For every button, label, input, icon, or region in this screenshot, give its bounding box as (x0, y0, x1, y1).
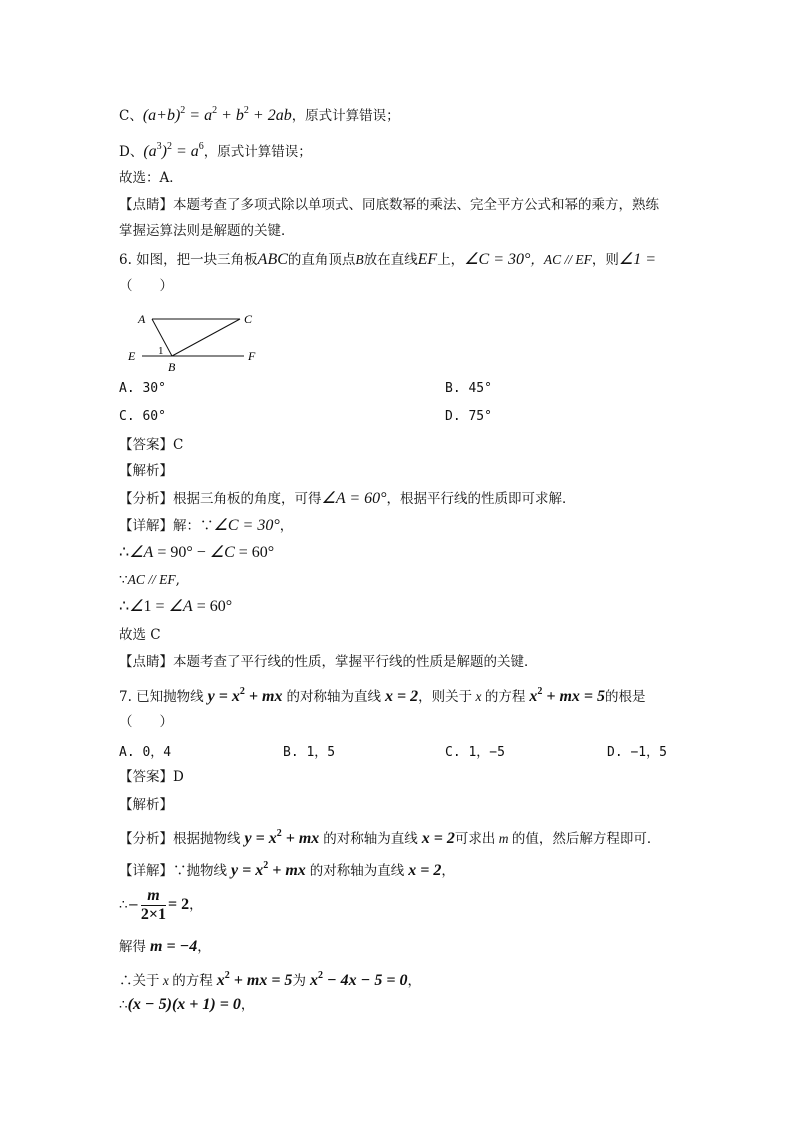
to-word: 为 (292, 973, 306, 989)
ac-parallel-ef: ，AC // EF (530, 252, 592, 267)
fenxi-text-1: 根据三角板的角度，可得 (173, 491, 322, 507)
question-6-stem (119, 250, 656, 270)
given-angle-c: ∠C = 30° (213, 517, 280, 534)
tip-paragraph-1 (119, 195, 659, 215)
tip-paragraph-1-cont: 掌握运算法则是解题的关键． (119, 223, 295, 239)
xiangjie-tag: 【详解】 (119, 518, 173, 534)
label-b: B (168, 360, 176, 374)
d-verdict: ，原式计算错误； (203, 144, 312, 160)
var-x: x (472, 689, 485, 704)
q7-blank: （ ） (119, 714, 173, 730)
q6-tip (119, 652, 538, 672)
q6-option-a: A. 30° (119, 381, 166, 396)
tip-text: 本题考查了多项式除以单项式、同底数幂的乘法、完全平方公式和幂的乘方，熟练 (173, 197, 659, 213)
step-factored: ∴(x − 5)(x + 1) = 0， (119, 996, 255, 1013)
transformed-eq: $x^2 - 4x - 5 = 0$ (305, 970, 408, 989)
q7-option-c: C. 1，−5 (445, 745, 505, 760)
c-verdict: ，原式计算错误； (291, 108, 400, 124)
point-b: B (355, 252, 364, 267)
step-axis-fraction: ∴− $\frac{m}{2\times 1}$ = 2， (119, 887, 203, 923)
fenxi-tag-7: 【分析】 (119, 831, 173, 847)
xiangjie-tag-7: 【详解】 (119, 863, 173, 879)
line-ef: EF (417, 251, 438, 268)
q7-answer (119, 767, 184, 787)
answer-tag-7: 【答案】 (119, 769, 173, 785)
label-a: A (138, 312, 146, 326)
xiangjie-parabola: $y = x^2$ + mx (227, 860, 310, 879)
q6-option-d: D. 75° (445, 409, 492, 424)
q7-option-d: D. −1，5 (607, 745, 667, 760)
q6-option-b: B. 45° (445, 381, 492, 396)
q6-final: 故选 C (119, 627, 161, 643)
var-m: m (495, 831, 512, 846)
q7-text-4: 的根是 (605, 689, 646, 705)
fenxi-parabola: $y = x^2$ + mx (240, 828, 324, 847)
q6-blank: （ ） (119, 278, 173, 294)
fenxi7-text-1: 根据抛物线 (173, 831, 241, 847)
q6-figure (122, 308, 272, 378)
fenxi-text-2: ，根据平行线的性质即可求解． (386, 491, 576, 507)
q6-option-c: C. 60° (119, 409, 166, 424)
q7-number: 7. 已知抛物线 (119, 689, 204, 705)
xiangjie7-text-1: ∵抛物线 (173, 863, 227, 879)
label-angle-1: 1 (158, 345, 164, 357)
fenxi7-text-2: 的对称轴为直线 (323, 831, 418, 847)
eq-word: 的方程 (172, 973, 213, 989)
question-7-stem (119, 682, 646, 707)
step-parallel: ∵AC // EF, (119, 572, 180, 588)
angle-1: ∠1 = (618, 251, 657, 268)
option-d-explanation (119, 137, 312, 162)
answer-choice-a: 故选：A． (119, 170, 183, 186)
step-equation: ∴关于 x 的方程 $x^2$ + mx = 5为 $x^2 - 4x - 5 = 0$， (119, 970, 421, 989)
fenxi7-text-4: 的值，然后解方程即可． (511, 831, 661, 847)
q6-text-3: 上， (437, 252, 465, 268)
q6-number: 6. 如图，把一块三角板 (119, 252, 258, 268)
tip-tag: 【点睛】 (119, 197, 173, 213)
q7-fenxi (119, 824, 660, 849)
original-eq: $x^2$ + mx = 5 (212, 970, 293, 989)
axis-x-2: x = 2 (380, 688, 419, 705)
q7-analysis-tag: 【解析】 (119, 797, 173, 813)
q7-text-2: ，则关于 (418, 689, 473, 705)
q6-text-4: ，则 (591, 252, 619, 268)
option-c-explanation (119, 101, 400, 126)
step-solve-m: 解得 m = −4， (119, 938, 211, 955)
segment-bc (172, 319, 240, 356)
q7-option-a: A. 0，4 (119, 745, 172, 760)
label-f: F (248, 349, 256, 363)
equation-formula: $x^2$ + mx = 5 (525, 686, 606, 705)
label-e: E (128, 349, 136, 363)
about-word: ∴关于 (119, 973, 160, 989)
label-c: C、 (119, 108, 143, 124)
tip-text-6: 本题考查了平行线的性质，掌握平行线的性质是解题的关键． (173, 654, 538, 670)
q6-answer (119, 435, 183, 455)
label-d: D、 (119, 144, 144, 160)
q6-analysis-tag: 【解析】 (119, 463, 173, 479)
var-x-2: x (159, 973, 173, 988)
parabola-formula: $y = x^2$ + mx (203, 686, 287, 705)
angle-a-60: ∠A = 60° (321, 490, 387, 507)
triangle-abc: ABC (257, 251, 288, 268)
angle-c-30: ∠C = 30° (464, 251, 531, 268)
step-angle-a: ∴∠A = 90° − ∠C = 60° (119, 544, 275, 561)
label-c-point: C (244, 312, 253, 326)
q6-fenxi (119, 489, 576, 509)
answer-value-7: D (173, 769, 184, 785)
solve-word: 解得 (119, 939, 146, 955)
formula-square: $(a+b)^2 = a^2 + b^2 + 2ab$ (142, 105, 292, 124)
xiangjie-text: 解：∵ (173, 518, 214, 534)
factored-eq: (x − 5)(x + 1) = 0 (127, 996, 241, 1013)
q7-option-b: B. 1，5 (283, 745, 336, 760)
fenxi-tag: 【分析】 (119, 491, 173, 507)
m-value: m = −4 (146, 938, 198, 955)
q7-xiangjie: 【详解】∵抛物线 $y = x^2$ + mx 的对称轴为直线 x = 2， (119, 860, 455, 879)
fraction-m: $\frac{m}{2\times 1}$ (140, 887, 167, 923)
xiangjie7-text-2: 的对称轴为直线 (309, 863, 405, 879)
formula-power: $(a^3)^2 = a^6$ (143, 141, 204, 160)
xiangjie-axis: x = 2 (404, 862, 442, 879)
q7-text-1: 的对称轴为直线 (286, 689, 381, 705)
tip-tag-6: 【点睛】 (119, 654, 173, 670)
fenxi7-text-3: 可求出 (454, 831, 496, 847)
fenxi-axis: x = 2 (417, 830, 455, 847)
q6-text-2: 放在直线 (363, 252, 418, 268)
q6-text-1: 的直角顶点 (287, 252, 356, 268)
step-angle-1: ∴∠1 = ∠A = 60° (119, 598, 233, 615)
q6-xiangjie: 【详解】解：∵∠C = 30°， (119, 517, 294, 534)
answer-value: C (173, 437, 184, 453)
q7-text-3: 的方程 (484, 689, 526, 705)
answer-tag: 【答案】 (119, 437, 173, 453)
